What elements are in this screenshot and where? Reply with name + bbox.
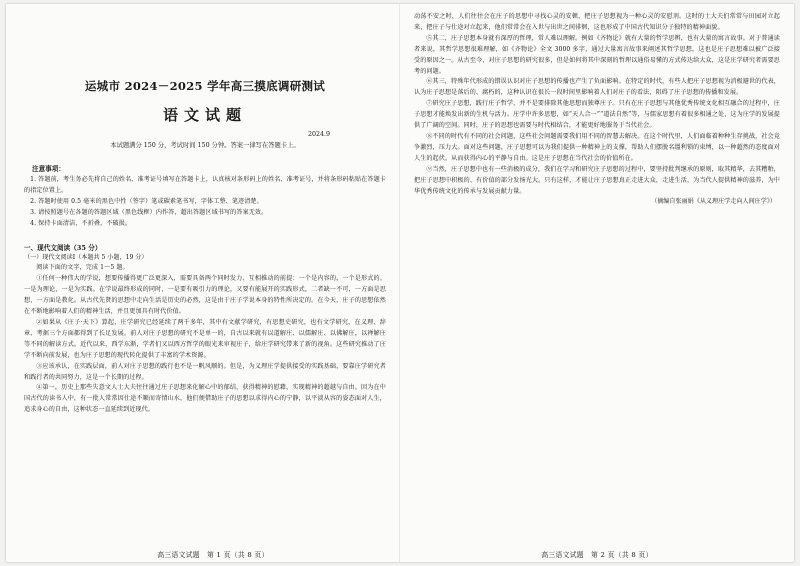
page-1 bbox=[6, 4, 400, 562]
instruction: 阅读下面的文字，完成 1～5 题。 bbox=[36, 264, 129, 272]
notice-item: 1. 答题前，考生务必先将自己的姓名、准考证号填写在答题卡上，认真核对条形码上的姓名、准考证号，并将条形码粘贴在答题卡的指定位置上。 bbox=[24, 176, 386, 194]
notice-item: 4. 保持卡面清洁，不折叠，不破损。 bbox=[30, 219, 132, 227]
passage-paragraph: ②如果从《庄子·天下》算起，庄学研究已经延续了两千多年，其中有文献学研究，有思想史研究，也有文学研究，在义理、辞章、考据三个方面都得到了长足发展。前人对庄子思想的研究不是单一的，自古以来就有以道解庄、以儒解庄、以佛解庄，以禅解庄等不同的解读方式。近代以来，西学东渐，学者们又以西方哲学的眼光来审视庄子，给庄学研究带来了新的视角。这些研究推动了庄学不断向前发展，也为庄子思想的现代转化提供了丰富的学术资源。 bbox=[24, 318, 386, 359]
passage-source: （摘编自张丽娟《从义理庄学走向人间庄学》） bbox=[651, 198, 776, 206]
passage-paragraph: ⑥其三，特殊年代形成的错误认识对庄子思想的传播也产生了负面影响。在特定的时代，有些人把庄子思想视为消极避世的代表，认为庄子思想是落后的、腐朽的，这种认识在很长一段时间里影响着人们对庄子的看法，阻碍了庄子思想的传播和发展。 bbox=[414, 78, 780, 97]
section-heading: 一、现代文阅读（35 分） bbox=[24, 243, 102, 252]
page-footer: 高三语文试题 第 2 页（共 8 页） bbox=[541, 551, 653, 559]
passage-paragraph: ⑦研究庄子思想，践行庄子哲学，并不是要排除其他思想而独尊庄子。只有在庄子思想与其他优秀传统文化相互融合的过程中，庄子思想才能焕发出新的生机与活力。庄学中许多思想，如“天人合一”“道法自然”等，与儒家思想有着很多相通之处，这为庄学的发展提供了广阔的空间。同时，庄子的思想也需要与时代相结合，才能更好地服务于当代社会。 bbox=[414, 100, 780, 130]
notice-item: 2. 答题时使用 0.5 毫米的黑色中性（签字）笔或碳素笔书写，字体工整、笔迹清楚。 bbox=[30, 197, 263, 205]
subsection-heading: （一）现代文阅读Ⅰ（本题共 5 小题，19 分） bbox=[24, 253, 148, 261]
notice-heading: 注意事项： bbox=[32, 165, 65, 173]
exam-meta: 本试题满分 150 分，考试时间 150 分钟。答案一律写在答题卡上。 bbox=[110, 142, 300, 149]
subject-title: 语文试题 bbox=[162, 106, 247, 124]
page-footer: 高三语文试题 第 1 页（共 8 页） bbox=[157, 551, 269, 559]
notice-list bbox=[24, 175, 386, 230]
exam-date: 2024.9 bbox=[307, 131, 330, 138]
passage-paragraph: ⑨当然，庄子思想中也有一些消极的成分，我们在学习和研究庄子思想的过程中，要坚持批判继承的原则，取其精华，去其糟粕，把庄子思想中积极的、有价值的部分发扬光大。只有这样，才能让庄子思想真正走进大众，走进生活，为当代人提供精神的滋养，为中华优秀传统文化的传承与发展贡献力量。 bbox=[414, 165, 780, 195]
page-2 bbox=[400, 4, 794, 562]
passage-paragraph: 动荡不安之时，人们往往会在庄子的思想中寻找心灵的安顿，把庄子思想视为一种心灵的安慰剂。这时的士大夫们常常与田园对立起来，把庄子与仕途对立起来，他们常常会在入世与出世之间徘徊，这也形成了中国古代知识分子独特的精神面貌。 bbox=[414, 13, 780, 31]
passage-paragraph: ⑧不同的时代有不同的社会问题，这些社会问题需要我们用不同的智慧去解决。在这个时代里，人们面临着种种生存挑战，社会竞争激烈，压力大。面对这些问题，庄子思想可以为我们提供一种精神上的支撑，帮助人们摆脱名缰利锁的束缚，以一种超然的态度面对人生的起伏，从而获得内心的平静与自由。这是庄子思想在当代社会的价值所在。 bbox=[414, 132, 780, 162]
passage-paragraph: ③应该承认，在实践层面，前人对庄子思想的践行也不是一帆风顺的。但是，为义理庄学提供接受的实践基础，要靠庄学研究者和践行者的共同努力，这是一个长期的过程。 bbox=[24, 362, 386, 381]
passage-paragraph: ①任何一种伟大的学说，想要传播得更广泛更深入，需要具备两个同时发力、互相推动的前提：一个是内容的，一个是形式的。一是为理论，一是为实践。在学说最终形成的同时，一是要有吸引力的理论，又要有能展开的实践形式，二者缺一不可，一方面是思想，一方面是教化。从古代先贤的思想中走向生活是历史的必然，这是由于庄子学说本身的特性所决定的。在今天，庄子的思想依然在不断地影响着人们的精神生活，并且更加具有时代价值。 bbox=[24, 275, 386, 316]
exam-sheet bbox=[6, 4, 794, 562]
exam-title: 运城市 2024－2025 学年高三摸底调研测试 bbox=[84, 79, 326, 93]
passage-paragraph: ⑤其二，庄子思想本身就有深厚的哲理，常人难以理解。例如《齐物论》就有大量的哲学思辨，也有大量的寓言故事。对于普通读者来说，其哲学思想很难理解，如《齐物论》全文 3000 多字，通过大量寓言故事来阐述其哲学思想，这也是庄子思想难以被广泛接受的原因之一。从古至今，对庄子思想的研究很多，但是如何将其中深刻的哲理以通俗易懂的方式传达给大众，这是庄学研究者需要思考的问题。 bbox=[414, 34, 780, 75]
notice-item: 3. 请按照题号在各题的答题区域（黑色线框）内作答，超出答题区域书写的答案无效。 bbox=[30, 208, 268, 216]
passage-paragraph: ④第一，历史上那些失意文人士大夫往往通过庄子思想来化解心中的郁结，获得精神的慰藉，实现精神的超越与自由。因为在中国古代的读书人中，有一批人常常因仕途不顺而寄情山水，他们便借助庄子的思想以求得内心的宁静，以平淡从容的姿态面对人生，追求身心的自由，这种状态一直延续到近现代。 bbox=[24, 384, 386, 414]
